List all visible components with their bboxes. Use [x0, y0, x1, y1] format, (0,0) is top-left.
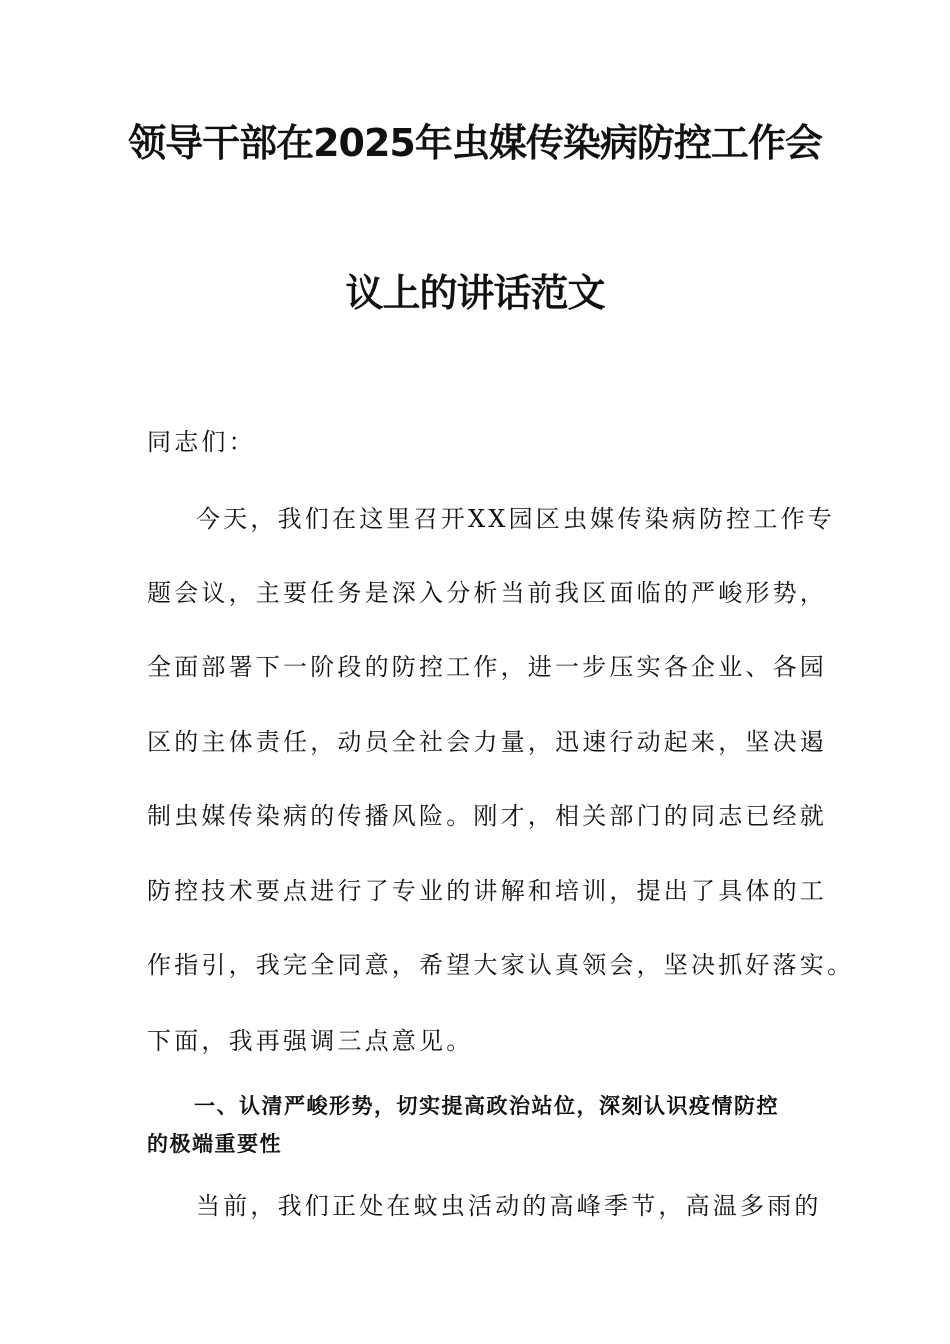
paragraph-line: 当前，我们正处在蚊虫活动的高峰季节，高温多雨的	[196, 1192, 822, 1220]
paragraph-line: 区的主体责任，动员全社会力量，迅速行动起来，坚决遏	[147, 728, 827, 756]
paragraph-line: 作指引，我完全同意，希望大家认真领会，坚决抓好落实。	[147, 951, 855, 979]
document-title-line-2: 议上的讲话范文	[345, 271, 605, 315]
salutation: 同志们：	[147, 428, 256, 456]
document-title-line-1: 领导干部在2025年虫媒传染病防控工作会	[128, 121, 822, 165]
section-heading-line-1: 一、认清严峻形势，切实提高政治站位，深刻认识疫情防控	[194, 1093, 779, 1118]
paragraph-line: 今天，我们在这里召开XX园区虫媒传染病防控工作专	[196, 505, 835, 533]
paragraph-line: 全面部署下一阶段的防控工作，进一步压实各企业、各园	[147, 653, 827, 681]
paragraph-line: 下面，我再强调三点意见。	[147, 1027, 474, 1055]
paragraph-line: 题会议，主要任务是深入分析当前我区面临的严峻形势，	[147, 579, 827, 607]
paragraph-line: 制虫媒传染病的传播风险。刚才，相关部门的同志已经就	[147, 802, 827, 830]
section-heading-line-2: 的极端重要性	[147, 1131, 282, 1156]
paragraph-line: 防控技术要点进行了专业的讲解和培训，提出了具体的工	[147, 877, 827, 905]
